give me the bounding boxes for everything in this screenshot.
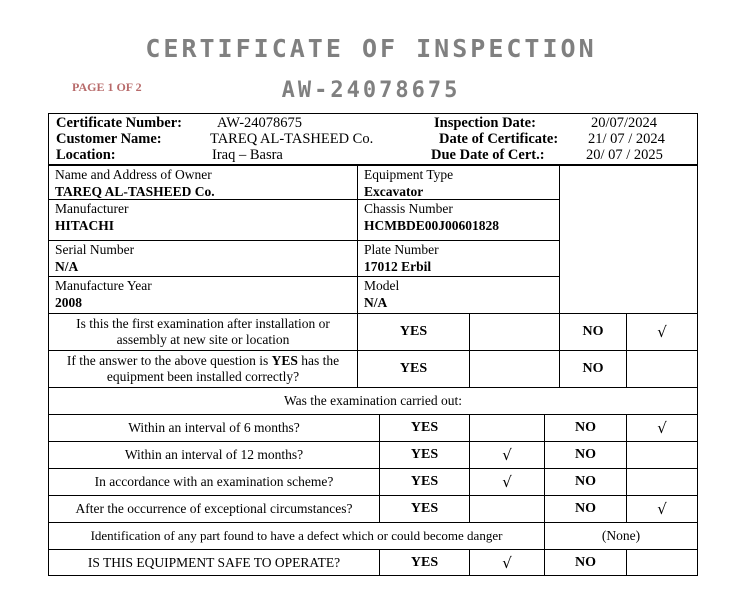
installed-no-box xyxy=(626,350,698,388)
location-value: Iraq – Basra xyxy=(212,147,283,163)
owner-value: TAREQ AL-TASHEED Co. xyxy=(55,184,215,199)
year-value: 2008 xyxy=(55,295,82,310)
manufacturer-cell xyxy=(48,199,358,241)
serial-label: Serial Number xyxy=(55,242,135,257)
interval-12-no-label: NO xyxy=(544,441,627,469)
installed-correctly-question xyxy=(48,350,358,388)
inspection-date-value: 20/07/2024 xyxy=(591,115,658,131)
installed-yes-label: YES xyxy=(357,350,470,388)
certificate-date-label: Date of Certificate: xyxy=(439,131,559,147)
equipment-type-value: Excavator xyxy=(364,184,424,199)
exceptional-yes-box xyxy=(469,495,545,523)
interval-6-yes-box xyxy=(469,414,545,442)
q2-text-start: If the answer to the above question is xyxy=(66,353,272,368)
first-exam-question: Is this the first examination after installation or assembly at new site or location xyxy=(48,313,358,351)
manufacturer-label: Manufacturer xyxy=(55,201,129,216)
interval-6-no-check: √ xyxy=(626,414,698,442)
inspection-date-label: Inspection Date: xyxy=(434,115,536,131)
exceptional-no-check: √ xyxy=(626,495,698,523)
owner-label: Name and Address of Owner xyxy=(55,167,212,182)
interval-6-no-label: NO xyxy=(544,414,627,442)
exam-scheme-no-box xyxy=(626,468,698,496)
first-exam-no-label: NO xyxy=(559,313,627,351)
exam-carried-out-header: Was the examination carried out: xyxy=(48,387,698,415)
cert-number-value: AW-24078675 xyxy=(217,115,303,131)
cert-number-label: Certificate Number: xyxy=(56,115,183,131)
first-exam-yes-box xyxy=(469,313,560,351)
location-label: Location: xyxy=(56,147,116,163)
installed-no-label: NO xyxy=(559,350,627,388)
interval-12-yes-check: √ xyxy=(469,441,545,469)
q2-text-yes: YES xyxy=(271,353,298,368)
year-cell xyxy=(48,276,358,314)
customer-label: Customer Name: xyxy=(56,131,162,147)
safe-to-operate-question: IS THIS EQUIPMENT SAFE TO OPERATE? xyxy=(48,549,380,576)
interval-12-months-question: Within an interval of 12 months? xyxy=(48,441,380,469)
customer-value: TAREQ AL-TASHEED Co. xyxy=(210,131,374,147)
q2-text-end: has the equipment been installed correctly? xyxy=(106,353,340,384)
interval-12-yes-label: YES xyxy=(379,441,470,469)
plate-label: Plate Number xyxy=(364,242,439,257)
certificate-id: AW-24078675 xyxy=(281,78,461,103)
first-exam-yes-label: YES xyxy=(357,313,470,351)
equipment-type-cell xyxy=(357,165,560,200)
manufacturer-value: HITACHI xyxy=(55,218,115,233)
exceptional-circumstances-question: After the occurrence of exceptional circumstances? xyxy=(48,495,380,523)
interval-6-yes-label: YES xyxy=(379,414,470,442)
plate-cell xyxy=(357,240,560,277)
year-label: Manufacture Year xyxy=(55,278,152,293)
certificate-title: CERTIFICATE OF INSPECTION xyxy=(145,34,597,63)
due-date-label: Due Date of Cert.: xyxy=(431,147,545,163)
page-indicator: PAGE 1 OF 2 xyxy=(72,80,142,94)
exceptional-no-label: NO xyxy=(544,495,627,523)
exam-scheme-no-label: NO xyxy=(544,468,627,496)
exceptional-yes-label: YES xyxy=(379,495,470,523)
model-value: N/A xyxy=(364,295,388,310)
model-cell xyxy=(357,276,560,314)
first-exam-no-check: √ xyxy=(626,313,698,351)
safe-no-box xyxy=(626,549,698,576)
serial-value: N/A xyxy=(55,259,79,274)
chassis-value: HCMBDE00J00601828 xyxy=(364,218,499,233)
defect-value: (None) xyxy=(544,522,698,550)
due-date-value: 20/ 07 / 2025 xyxy=(586,147,663,163)
owner-cell xyxy=(48,165,358,200)
chassis-label: Chassis Number xyxy=(364,201,453,216)
safe-yes-label: YES xyxy=(379,549,470,576)
safe-yes-check: √ xyxy=(469,549,545,576)
exam-scheme-question: In accordance with an examination scheme? xyxy=(48,468,380,496)
interval-12-no-box xyxy=(626,441,698,469)
exam-scheme-yes-label: YES xyxy=(379,468,470,496)
certificate-date-value: 21/ 07 / 2024 xyxy=(588,131,665,147)
defect-identification-question: Identification of any part found to have a defect which or could become danger xyxy=(48,522,545,550)
serial-cell xyxy=(48,240,358,277)
model-label: Model xyxy=(364,278,400,293)
safe-no-label: NO xyxy=(544,549,627,576)
installed-yes-box xyxy=(469,350,560,388)
chassis-cell xyxy=(357,199,560,241)
equipment-type-label: Equipment Type xyxy=(364,167,454,182)
interval-6-months-question: Within an interval of 6 months? xyxy=(48,414,380,442)
plate-value: 17012 Erbil xyxy=(364,259,432,274)
exam-scheme-yes-check: √ xyxy=(469,468,545,496)
